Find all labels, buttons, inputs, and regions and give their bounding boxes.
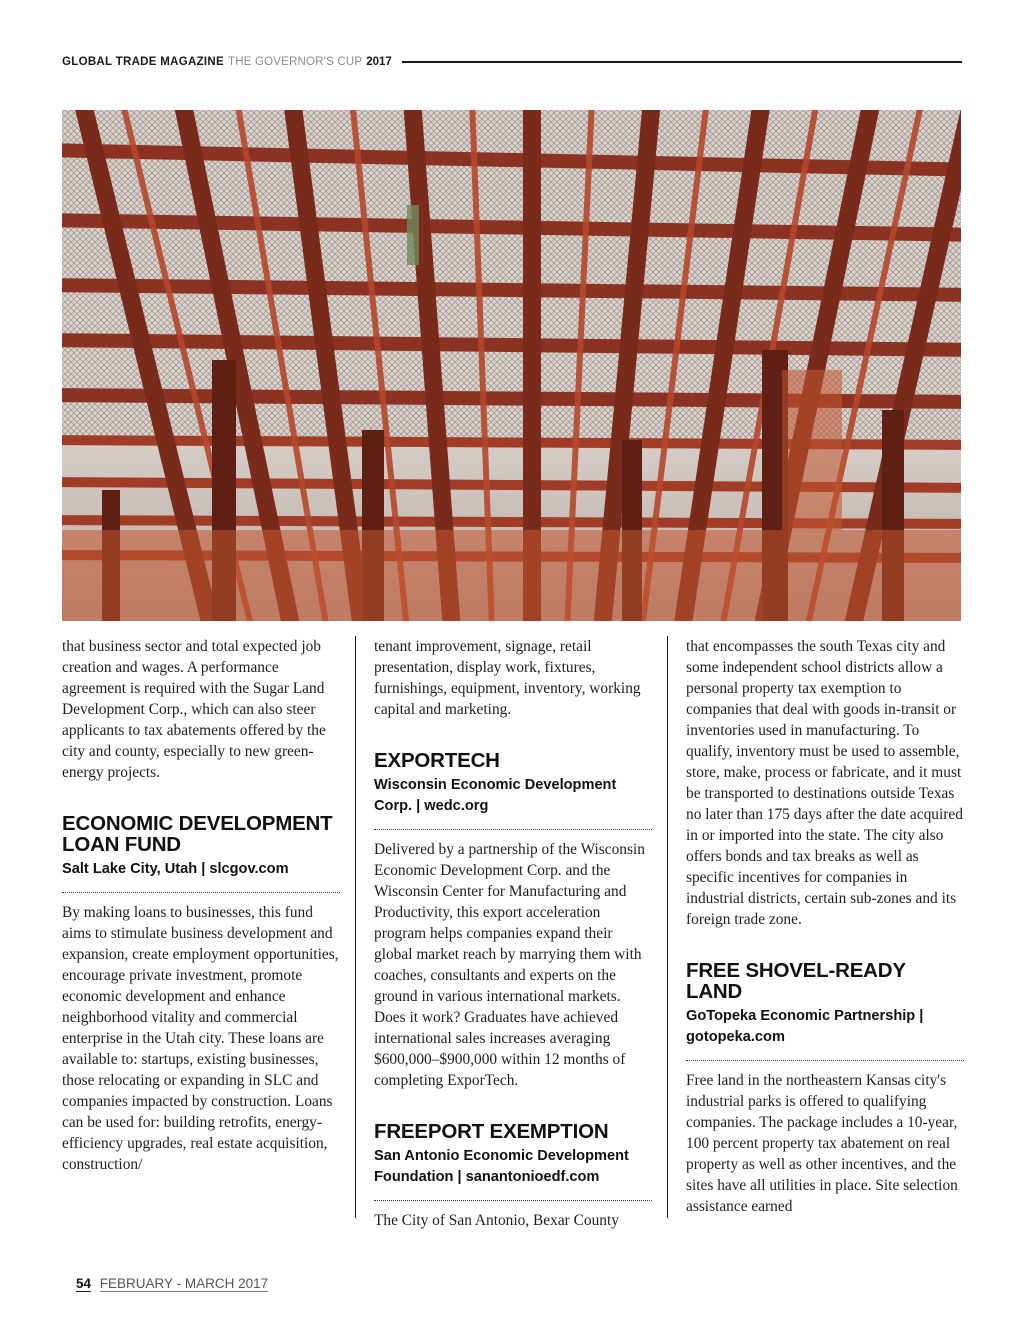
column-divider-right [667,636,668,1218]
section-heading: FREE SHOVEL-READY LAND [686,959,906,1003]
article-text: tenant improvement, signage, retail presentation, display work, fixtures, furnishings, equipment, inventory, working capital and marketing. [374,638,641,718]
section-subheading: Salt Lake City, Utah | slcgov.com [62,861,289,877]
section-year: 2017 [366,56,392,68]
column-divider-left [355,636,356,1218]
steel-frame-structure-icon [62,110,961,621]
article-text: Free land in the northeastern Kansas city's industrial parks is offered to qualifying companies. The package includes a 10-year, 100 percent property tax abatement on real property as well as other incentives, and the sites have all utilities in place. Site selection assistance earned [686,1072,958,1215]
article-text: that business sector and total expected job creation and wages. A performance agreement is required with the Sugar Land Development Corp., which can also steer applicants to tax abatements offered by the city and county, especially to new green-energy projects. [62,638,326,781]
issue-date: FEBRUARY - MARCH 2017 [99,1276,269,1291]
article-text: Delivered by a partnership of the Wisconsin Economic Development Corp. and the Wisconsin Center for Manufacturing and Productivity, this export acceleration program helps companies expand their global market reach by marrying them with coaches, consultants and experts on the ground in various international markets. Does it work? Graduates have achieved international sales increases averaging $600,000–$900,000 within 12 months of completing ExporTech. [374,841,645,1089]
running-header [62,54,962,70]
magazine-name: GLOBAL TRADE MAGAZINE [62,56,224,68]
dotted-divider [374,829,652,830]
header-rule [402,61,962,63]
column-2 [374,636,652,1231]
section-subheading: Wisconsin Economic Development Corp. | wedc.org [374,777,617,814]
article-text: that encompasses the south Texas city and some independent school districts allow a personal property tax exemption to companies that deal with goods in-transit or inventories used in manufacturing. To qualify, inventory must be used to assemble, store, make, process or fabricate, and it must be transported to destinations outside Texas no later than 175 days after the date acquired in or imported into the state. The city also offers bonds and tax breaks as well as specific incentives for companies in industrial districts, certain sub-zones and its foreign trade zone. [686,638,963,928]
article-text: By making loans to businesses, this fund aims to stimulate business development and expansion, create employment opportunities, encourage private investment, promote economic development and enhance neighborhood vitality and commercial enterprise in the Utah city. These loans are available to: startups, existing businesses, those relocating or expanding in SLC and companies impacted by construction. Loans can be used for: building retrofits, energy-efficiency upgrades, real estate acquisition, construction/ [62,904,339,1173]
steel-frame-photo [62,110,961,621]
section-heading: EXPORTECH [374,749,500,772]
section-name: THE GOVERNOR'S CUP [227,56,363,68]
column-3 [686,636,964,1217]
dotted-divider [374,1200,652,1201]
section-heading: ECONOMIC DEVELOPMENT LOAN FUND [62,812,333,856]
dotted-divider [686,1060,964,1061]
dotted-divider [62,892,340,893]
section-heading: FREEPORT EXEMPTION [374,1120,609,1143]
column-1 [62,636,340,1175]
article-text: The City of San Antonio, Bexar County [374,1212,619,1229]
page-number: 54 [76,1276,92,1291]
page-footer [76,1276,268,1291]
section-subheading: GoTopeka Economic Partnership | gotopeka.com [686,1008,924,1045]
section-subheading: San Antonio Economic Development Foundation | sanantonioedf.com [374,1148,629,1185]
